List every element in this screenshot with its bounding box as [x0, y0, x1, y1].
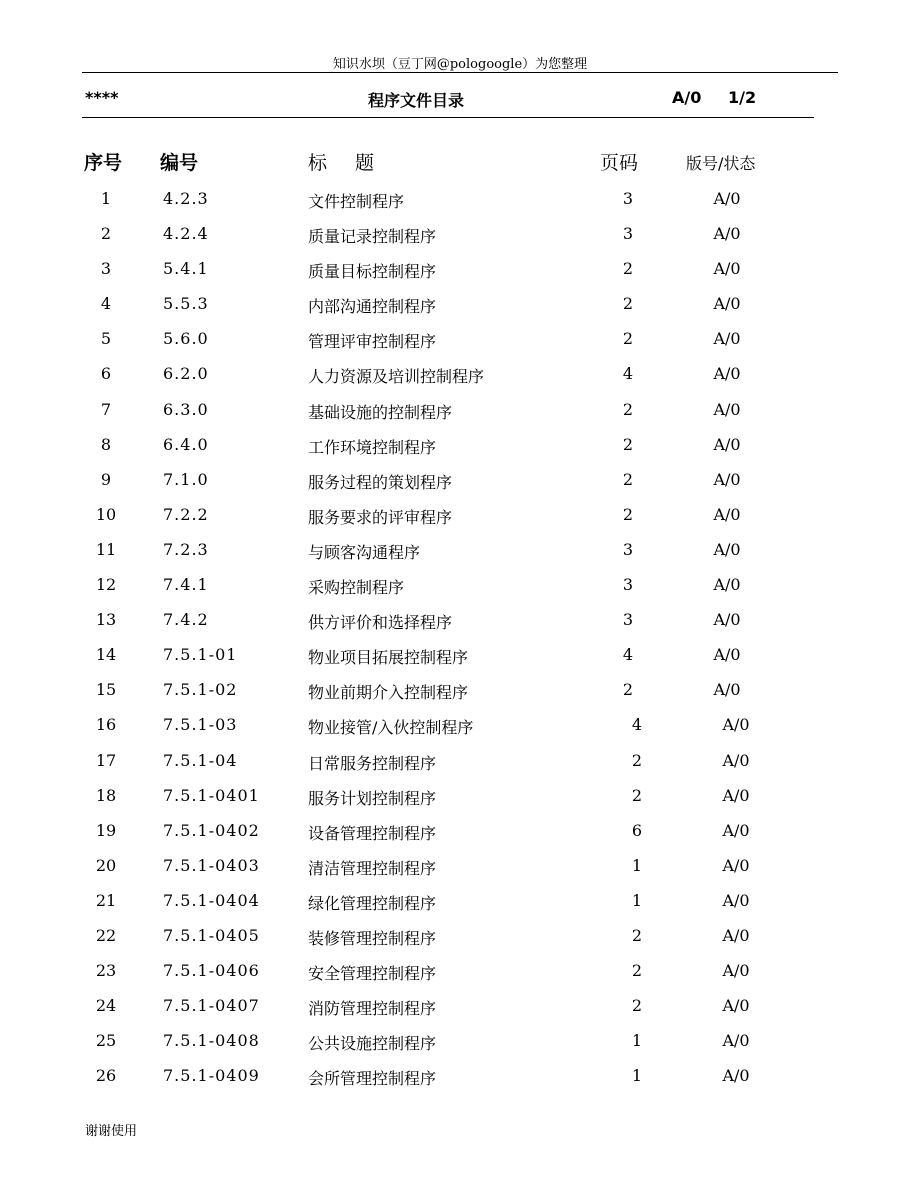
row-code: 7.5.1-0404 [163, 890, 260, 910]
row-pages: 2 [622, 504, 634, 524]
table-row [0, 920, 920, 955]
doc-code-placeholder: **** [85, 88, 119, 107]
page-header-note: 知识水坝（豆丁网@pologoogle）为您整理 [332, 57, 588, 72]
row-code: 4.2.4 [163, 224, 209, 244]
table-row [0, 534, 920, 569]
column-header-title: 标题 [308, 152, 403, 174]
row-pages: 2 [622, 680, 634, 700]
row-version: A/0 [713, 469, 741, 489]
table-row [0, 885, 920, 920]
row-version: A/0 [713, 224, 741, 244]
row-seq: 11 [95, 539, 117, 559]
table-row [0, 639, 920, 674]
row-seq: 15 [95, 680, 117, 700]
table-row [0, 358, 920, 393]
row-title: 服务要求的评审程序 [308, 507, 453, 527]
row-seq: 17 [95, 750, 117, 770]
table-row [0, 323, 920, 358]
row-pages: 1 [631, 890, 643, 910]
title-rule [82, 117, 814, 118]
row-title: 安全管理控制程序 [308, 964, 437, 984]
row-pages: 2 [631, 996, 643, 1016]
row-code: 4.2.3 [163, 189, 209, 208]
row-pages: 4 [622, 645, 634, 665]
row-version: A/0 [722, 855, 750, 875]
row-pages: 4 [631, 715, 643, 735]
row-version: A/0 [722, 785, 750, 805]
document-title-row [0, 88, 920, 110]
row-code: 7.5.1-0401 [163, 785, 260, 805]
row-pages: 3 [622, 575, 634, 595]
footer-text: 谢谢使用 [85, 1124, 138, 1139]
row-title: 设备管理控制程序 [308, 823, 437, 843]
row-title: 服务计划控制程序 [308, 788, 437, 808]
row-pages: 2 [631, 785, 643, 805]
row-version: A/0 [722, 1031, 750, 1051]
row-version: A/0 [722, 715, 750, 735]
row-seq: 22 [95, 925, 117, 945]
row-seq: 14 [95, 645, 117, 665]
table-row [0, 604, 920, 639]
column-header-seq: 序号 [84, 152, 123, 174]
row-code: 5.6.0 [163, 329, 209, 349]
row-code: 7.5.1-04 [163, 750, 238, 770]
table-row [0, 394, 920, 429]
row-code: 5.4.1 [163, 259, 209, 279]
row-title: 文件控制程序 [308, 192, 405, 211]
row-seq: 21 [95, 890, 117, 910]
row-seq: 6 [100, 364, 112, 384]
row-version: A/0 [713, 610, 741, 630]
column-header-pages: 页码 [600, 152, 639, 174]
row-title: 管理评审控制程序 [308, 332, 437, 352]
row-code: 7.1.0 [163, 469, 209, 489]
row-pages: 1 [631, 855, 643, 875]
row-title: 清洁管理控制程序 [308, 858, 437, 878]
row-seq: 4 [100, 294, 112, 314]
row-version: A/0 [713, 189, 741, 208]
page-number: 1/2 [728, 88, 757, 107]
table-row [0, 850, 920, 885]
row-code: 7.5.1-02 [163, 680, 238, 700]
row-seq: 8 [100, 434, 112, 454]
row-code: 6.4.0 [163, 434, 209, 454]
table-row [0, 569, 920, 604]
row-version: A/0 [713, 294, 741, 314]
table-row [0, 288, 920, 323]
row-title: 绿化管理控制程序 [308, 893, 437, 913]
row-code: 7.5.1-03 [163, 715, 238, 735]
table-row [0, 674, 920, 709]
row-pages: 2 [622, 294, 634, 314]
row-pages: 2 [622, 259, 634, 279]
row-version: A/0 [713, 575, 741, 595]
row-title: 会所管理控制程序 [308, 1069, 437, 1089]
row-title: 质量记录控制程序 [308, 227, 437, 247]
row-version: A/0 [713, 399, 741, 419]
row-pages: 2 [631, 925, 643, 945]
header-rule [82, 72, 838, 73]
row-version: A/0 [713, 364, 741, 384]
row-seq: 26 [95, 1066, 117, 1086]
table-body [0, 183, 920, 1095]
row-seq: 19 [95, 820, 117, 840]
row-code: 5.5.3 [163, 294, 209, 314]
document-title: 程序文件目录 [368, 91, 465, 110]
row-pages: 3 [622, 610, 634, 630]
row-code: 7.5.1-0406 [163, 961, 260, 981]
row-seq: 24 [95, 996, 117, 1016]
row-pages: 2 [631, 750, 643, 770]
row-code: 7.5.1-0405 [163, 925, 260, 945]
row-version: A/0 [713, 259, 741, 279]
table-row [0, 745, 920, 780]
row-version: A/0 [722, 961, 750, 981]
row-title: 质量目标控制程序 [308, 262, 437, 282]
row-code: 7.5.1-0403 [163, 855, 260, 875]
row-version: A/0 [722, 1066, 750, 1086]
row-seq: 1 [100, 189, 112, 208]
row-seq: 13 [95, 610, 117, 630]
column-header-version: 版号/状态 [686, 154, 756, 173]
row-title: 人力资源及培训控制程序 [308, 367, 485, 387]
row-version: A/0 [722, 820, 750, 840]
row-pages: 1 [631, 1066, 643, 1086]
row-pages: 4 [622, 364, 634, 384]
table-row [0, 218, 920, 253]
table-row [0, 955, 920, 990]
row-title: 消防管理控制程序 [308, 999, 437, 1019]
row-pages: 2 [631, 961, 643, 981]
row-code: 7.5.1-01 [163, 645, 238, 665]
row-seq: 7 [100, 399, 112, 419]
row-version: A/0 [722, 890, 750, 910]
table-row [0, 499, 920, 534]
table-row [0, 1025, 920, 1060]
row-pages: 3 [622, 189, 634, 208]
row-pages: 3 [622, 539, 634, 559]
row-pages: 1 [631, 1031, 643, 1051]
row-code: 7.4.1 [163, 575, 209, 595]
row-version: A/0 [713, 434, 741, 454]
row-code: 7.2.2 [163, 504, 209, 524]
row-pages: 6 [631, 820, 643, 840]
row-code: 7.5.1-0407 [163, 996, 260, 1016]
row-title: 与顾客沟通程序 [308, 542, 421, 562]
row-code: 7.5.1-0402 [163, 820, 260, 840]
row-seq: 18 [95, 785, 117, 805]
row-version: A/0 [713, 504, 741, 524]
row-title: 服务过程的策划程序 [308, 472, 453, 492]
table-header [0, 148, 920, 174]
row-pages: 2 [622, 434, 634, 454]
row-title: 日常服务控制程序 [308, 753, 437, 773]
row-code: 7.4.2 [163, 610, 209, 630]
row-pages: 3 [622, 224, 634, 244]
table-row [0, 990, 920, 1025]
row-version: A/0 [713, 539, 741, 559]
table-row [0, 780, 920, 815]
row-seq: 5 [100, 329, 112, 349]
table-row [0, 464, 920, 499]
table-row [0, 1060, 920, 1095]
row-pages: 2 [622, 399, 634, 419]
table-row [0, 815, 920, 850]
row-version: A/0 [722, 750, 750, 770]
row-seq: 3 [100, 259, 112, 279]
row-version: A/0 [713, 645, 741, 665]
table-row [0, 709, 920, 744]
row-version: A/0 [722, 996, 750, 1016]
row-title: 内部沟通控制程序 [308, 297, 437, 317]
row-code: 6.2.0 [163, 364, 209, 384]
row-title: 基础设施的控制程序 [308, 402, 453, 422]
row-version: A/0 [713, 329, 741, 349]
table-row [0, 253, 920, 288]
row-code: 7.2.3 [163, 539, 209, 559]
row-pages: 2 [622, 469, 634, 489]
document-version: A/0 [672, 88, 702, 107]
row-title: 工作环境控制程序 [308, 437, 437, 457]
row-seq: 2 [100, 224, 112, 244]
row-code: 7.5.1-0409 [163, 1066, 260, 1086]
row-title: 物业项目拓展控制程序 [308, 648, 469, 668]
row-version: A/0 [713, 680, 741, 700]
row-code: 7.5.1-0408 [163, 1031, 260, 1051]
row-seq: 16 [95, 715, 117, 735]
row-title: 公共设施控制程序 [308, 1034, 437, 1054]
table-row [0, 429, 920, 464]
row-title: 装修管理控制程序 [308, 928, 437, 948]
row-seq: 12 [95, 575, 117, 595]
column-header-code: 编号 [160, 152, 199, 174]
row-version: A/0 [722, 925, 750, 945]
row-code: 6.3.0 [163, 399, 209, 419]
row-seq: 20 [95, 855, 117, 875]
row-title: 物业接管/入伙控制程序 [308, 718, 474, 738]
row-title: 物业前期介入控制程序 [308, 683, 469, 703]
row-seq: 25 [95, 1031, 117, 1051]
row-seq: 10 [95, 504, 117, 524]
row-title: 采购控制程序 [308, 578, 405, 598]
row-seq: 23 [95, 961, 117, 981]
table-row [0, 183, 920, 218]
row-title: 供方评价和选择程序 [308, 613, 453, 633]
row-pages: 2 [622, 329, 634, 349]
row-seq: 9 [100, 469, 112, 489]
